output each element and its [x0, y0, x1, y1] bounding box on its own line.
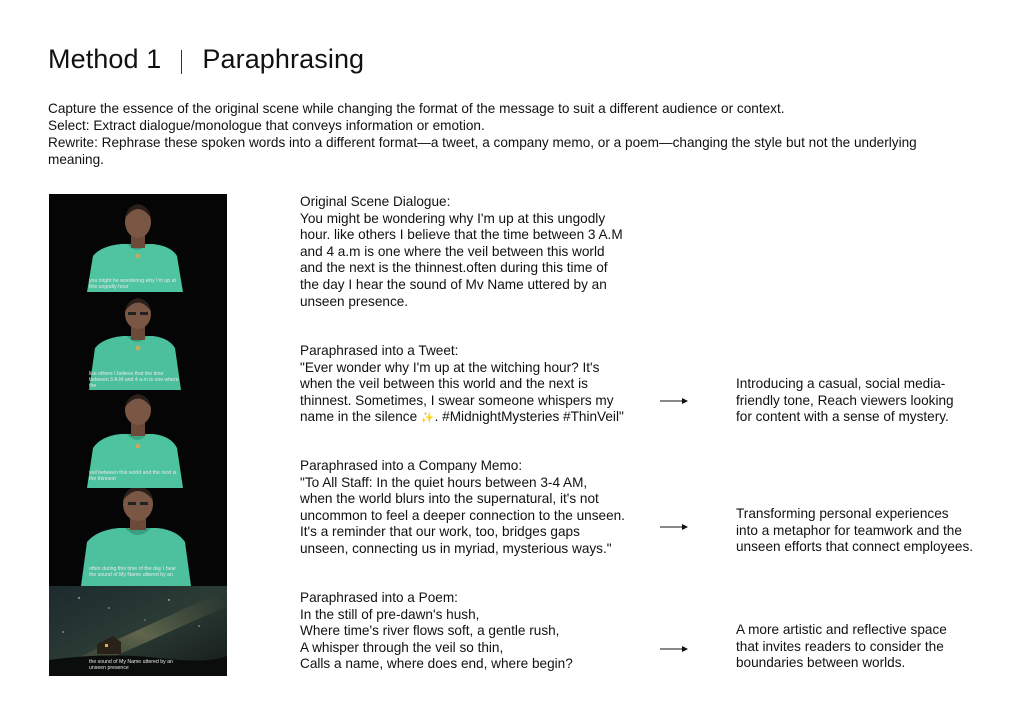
- video-frame: [49, 194, 227, 292]
- frame-caption: you might be wondering why I'm up at this ungodly hour: [89, 278, 176, 290]
- frame-caption: like others I believe that the time between 3 A.M and 4 a.m is one where the: [89, 371, 179, 389]
- method-label: Method 1: [48, 44, 162, 74]
- video-frame: [49, 586, 227, 676]
- page-title: Paraphrasing: [202, 44, 365, 74]
- memo-line: uncommon to feel a deeper connection to the unseen.: [300, 507, 625, 523]
- intro-line: Capture the essence of the original scene while changing the format of the message to suit a different audience or context.: [48, 101, 785, 116]
- arrow-right-icon: [660, 645, 688, 653]
- title-divider: [181, 50, 182, 74]
- tweet-paraphrase: [300, 343, 645, 427]
- section-heading: Original Scene Dialogue:: [300, 194, 451, 209]
- frame-caption: often during this time of the day I hear the sound of My Name uttered by an: [89, 566, 177, 578]
- tweet-note: Introducing a casual, social media- friendly tone, Reach viewers looking for content with a sense of mystery.: [736, 376, 954, 425]
- video-frame: [49, 488, 227, 586]
- memo-line: "To All Staff: In the quiet hours between 3-4 AM,: [300, 474, 588, 490]
- video-frame: [49, 292, 227, 390]
- frame-caption: veil between this world and the next is the thinnest: [89, 470, 177, 482]
- tweet-line: thinnest. Sometimes, I swear someone whispers my: [300, 392, 614, 408]
- dialogue-line: hour. like others I believe that the time between 3 A.M: [300, 227, 623, 243]
- video-frame-strip: [49, 194, 227, 676]
- intro-line: meaning.: [48, 152, 104, 167]
- page-header: [48, 44, 364, 75]
- intro-line: Select: Extract dialogue/monologue that conveys information or emotion.: [48, 118, 485, 133]
- poem-paraphrase: [300, 590, 645, 673]
- poem-note: A more artistic and reflective space that invites readers to consider the boundaries between worlds.: [736, 622, 947, 671]
- tweet-line: name in the silence ✨. #MidnightMysteries #ThinVeil": [300, 409, 624, 425]
- frame-caption: the sound of My Name uttered by an unseen presence: [89, 659, 173, 671]
- dialogue-line: and 4 a.m is one where the veil between this world: [300, 243, 605, 259]
- dialogue-line: unseen presence.: [300, 293, 409, 309]
- original-dialogue: [300, 194, 645, 310]
- section-heading: Paraphrased into a Poem:: [300, 590, 458, 605]
- arrow-right-icon: [660, 397, 688, 405]
- memo-paraphrase: [300, 458, 645, 558]
- poem-line: A whisper through the veil so thin,: [300, 639, 504, 655]
- dialogue-line: You might be wondering why I'm up at this ungodly: [300, 210, 606, 226]
- section-heading: Paraphrased into a Tweet:: [300, 343, 459, 358]
- poem-line: Calls a name, where does end, where begin?: [300, 656, 573, 672]
- dialogue-line: and the next is the thinnest.often during this time of: [300, 260, 608, 276]
- intro-text: [48, 100, 988, 168]
- memo-note: Transforming personal experiences into a metaphor for teamwork and the unseen efforts that connect employees.: [736, 506, 974, 555]
- arrow-right-icon: [660, 523, 688, 531]
- dialogue-line: the day I hear the sound of Mv Name uttered by an: [300, 276, 607, 292]
- memo-line: when the world blurs into the supernatural, it's not: [300, 491, 599, 507]
- memo-line: It's a reminder that our work, too, bridges gaps: [300, 524, 580, 540]
- intro-line: Rewrite: Rephrase these spoken words into a different format—a tweet, a company memo, or a poem—changing the style but not the underlying: [48, 135, 917, 150]
- section-heading: Paraphrased into a Company Memo:: [300, 458, 523, 473]
- memo-line: unseen, connecting us in myriad, mysterious ways.": [300, 540, 612, 556]
- video-frame: [49, 390, 227, 488]
- tweet-line: "Ever wonder why I'm up at the witching hour? It's: [300, 359, 600, 375]
- sparkle-icon: ✨: [420, 412, 435, 425]
- poem-line: In the still of pre-dawn's hush,: [300, 606, 480, 622]
- poem-line: Where time's river flows soft, a gentle rush,: [300, 623, 560, 639]
- tweet-line: when the veil between this world and the next is: [300, 376, 588, 392]
